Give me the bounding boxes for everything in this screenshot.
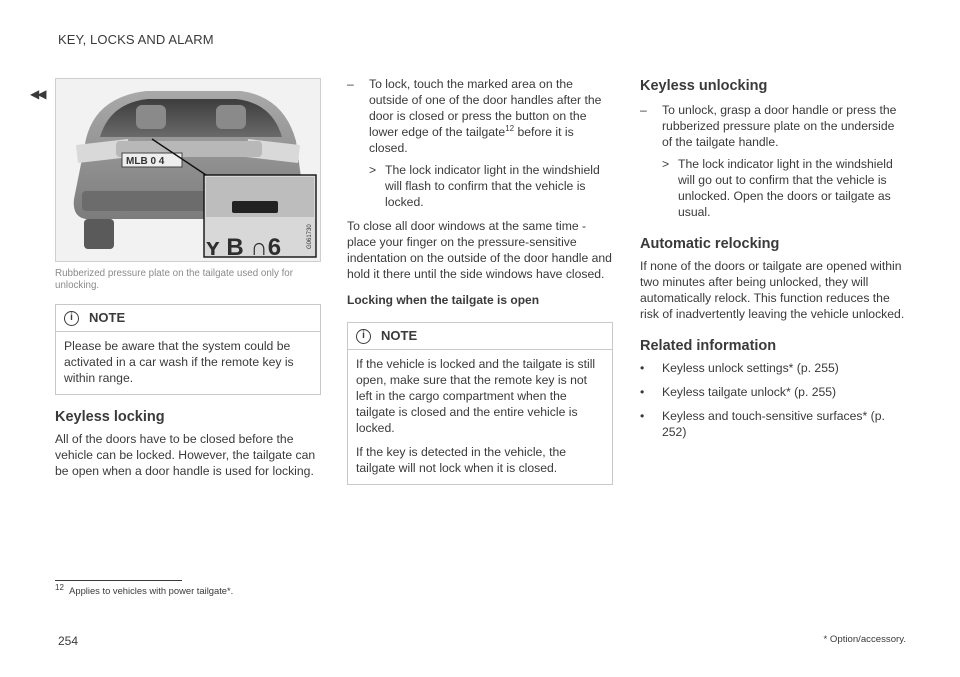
footnote-ref: 12 [505, 123, 515, 133]
related-link-text[interactable]: Keyless and touch-sensitive surfaces* (p. 252) [662, 409, 885, 439]
lock-result [369, 162, 613, 210]
rear-window [100, 99, 282, 137]
relocking-text: If none of the doors or tailgate are opened within two minutes after being unlocked, they will automatically relock. This function reduces the risk of inadvertently leaving the vehicle unlocked. [640, 259, 905, 321]
note-body [56, 332, 320, 394]
footnote-text: Applies to vehicles with power tailgate*. [69, 585, 234, 596]
column-middle [347, 76, 613, 485]
inset-plate-text: ʏ B ∩6 [206, 234, 282, 261]
note-box-tailgate [347, 322, 613, 485]
related-link-text[interactable]: Keyless tailgate unlock* (p. 255) [662, 385, 837, 399]
info-icon: i [64, 311, 79, 326]
page-number: 254 [58, 634, 79, 648]
lock-step-text: To lock, touch the marked area on the outside of one of the door handles after the door is closed or press the button on the lower edge of the tailgate$^{12}$ before it is closed. [369, 77, 602, 155]
option-note: * Option/accessory. [823, 634, 906, 645]
car-rear-illustration [56, 79, 320, 261]
heading-keyless-unlocking: Keyless unlocking [640, 78, 768, 94]
section-header: KEY, LOCKS AND ALARM [58, 32, 214, 47]
note-text: If the vehicle is locked and the tailgate is still open, make sure that the remote key is not left in the cargo compartment when the tailgate is closed and the entire vehicle is locked. [356, 357, 596, 435]
unlock-step-text: To unlock, grasp a door handle or press the rubberized pressure plate on the underside of the tailgate handle. [662, 103, 897, 149]
license-plate-text: MLB 0 4 [126, 156, 165, 167]
pressure-plate [232, 201, 278, 213]
related-link-text[interactable]: Keyless unlock settings* (p. 255) [662, 361, 839, 375]
column-left [55, 78, 321, 479]
note-box-car-wash [55, 304, 321, 395]
note-text: If the key is detected in the vehicle, the tailgate will not lock when it is closed. [356, 445, 567, 475]
unlock-step [640, 102, 906, 150]
related-link[interactable] [640, 408, 906, 440]
note-body [348, 350, 612, 484]
note-header [56, 305, 320, 332]
close-windows-text: To close all door windows at the same time - place your finger on the pressure-sensitive indentation on the outside of the door handle and hold it there until the side windows have closed. [347, 219, 612, 281]
bullet-marker: • [640, 409, 645, 423]
note-title: NOTE [381, 328, 418, 343]
heading-keyless-locking: Keyless locking [55, 409, 165, 425]
figure-code: G061730 [307, 224, 313, 249]
related-link[interactable] [640, 384, 906, 400]
step-marker: – [347, 77, 354, 91]
keyless-locking-intro: All of the doors have to be closed before the vehicle can be locked. However, the tailgate can be open when a door handle is used for locking. [55, 432, 316, 478]
result-marker: > [662, 157, 670, 171]
footnote-divider [55, 580, 182, 581]
unlock-result [662, 156, 906, 220]
note-text: Please be aware that the system could be activated in a car wash if the remote key is within range. [64, 339, 294, 385]
info-icon: i [356, 329, 371, 344]
figure-caption: Rubberized pressure plate on the tailgate used only for unlocking. [55, 268, 293, 291]
footnote [55, 582, 234, 596]
heading-locking-tailgate-open: Locking when the tailgate is open [347, 293, 540, 307]
related-link[interactable] [640, 360, 906, 376]
bullet-marker: • [640, 361, 645, 375]
result-marker: > [369, 163, 377, 177]
lock-result-text: The lock indicator light in the windshield will flash to confirm that the vehicle is locked. [385, 163, 600, 209]
footnote-number: 12 [55, 582, 64, 592]
heading-automatic-relocking: Automatic relocking [640, 236, 780, 252]
note-header [348, 323, 612, 350]
bullet-marker: • [640, 385, 645, 399]
column-right [640, 78, 906, 448]
step-marker: – [640, 103, 647, 117]
unlock-result-text: The lock indicator light in the windshield will go out to confirm that the vehicle is unlocked. Open the doors or tailgate as usual. [678, 157, 893, 219]
continued-marker: ◀◀ [30, 87, 45, 101]
tailgate-figure [55, 78, 321, 262]
lock-step [347, 76, 613, 156]
heading-related-information: Related information [640, 338, 777, 354]
note-title: NOTE [89, 310, 126, 325]
